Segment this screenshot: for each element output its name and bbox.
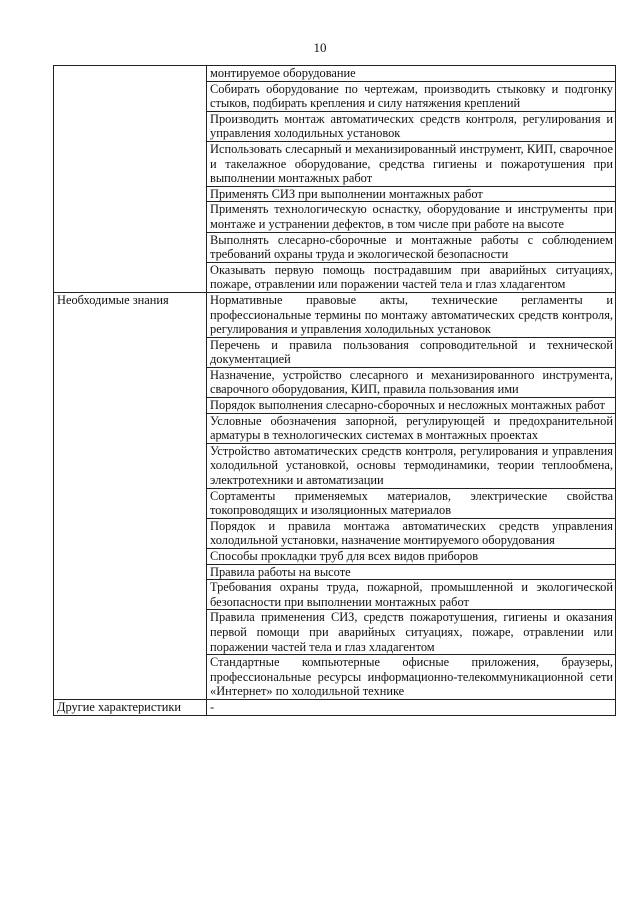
knowledge-cell: Порядок и правила монтажа автоматических средств управления холодильной установки, назначение монтируемого оборудования <box>207 518 616 548</box>
knowledge-cell: Назначение, устройство слесарного и механизированного инструмента, сварочного оборудования, КИП, правила пользования ими <box>207 367 616 397</box>
knowledge-cell: Перечень и правила пользования сопроводительной и технической документацией <box>207 337 616 367</box>
knowledge-cell: Требования охраны труда, пожарной, промышленной и экологической безопасности при выполнении монтажных работ <box>207 580 616 610</box>
skill-cell: Использовать слесарный и механизированный инструмент, КИП, сварочное и такелажное оборудование, средства гигиены и пожаротушения при выполнении монтажных работ <box>207 141 616 186</box>
skill-cell: Оказывать первую помощь пострадавшим при аварийных ситуациях, пожаре, отравлении или поражении частей тела и глаз хладагентом <box>207 262 616 292</box>
knowledge-cell: Способы прокладки труб для всех видов приборов <box>207 549 616 565</box>
other-value: - <box>210 699 215 714</box>
page-number: 10 <box>313 40 327 55</box>
knowledge-cell: Стандартные компьютерные офисные приложения, браузеры, профессиональные ресурсы информационно-телекоммуникационной сети «Интернет» по холодильной технике <box>207 655 616 700</box>
skill-cell: Выполнять слесарно-сборочные и монтажные работы с соблюдением требований охраны труда и экологической безопасности <box>207 232 616 262</box>
knowledge-cell: Сортаменты применяемых материалов, электрические свойства токопроводящих и изоляционных материалов <box>207 488 616 518</box>
knowledge-label-cell <box>54 292 207 699</box>
skill-cell: Применять технологическую оснастку, оборудование и инструменты при монтаже и устранении дефектов, в том числе при работе на высоте <box>207 202 616 232</box>
knowledge-cell: Устройство автоматических средств контроля, регулирования и управления холодильной установкой, основы термодинамики, теории теплообмена, электротехники и автоматизации <box>207 443 616 488</box>
knowledge-cell: Нормативные правовые акты, технические регламенты и профессиональные термины по монтажу автоматических средств контроля, регулирования и управления холодильных установок <box>207 292 616 337</box>
table-row <box>54 699 616 715</box>
requirements-table <box>53 65 616 716</box>
knowledge-cell: Правила работы на высоте <box>207 564 616 580</box>
table-row <box>54 292 616 337</box>
other-value-cell <box>207 699 616 715</box>
knowledge-cell: Правила применения СИЗ, средств пожаротушения, гигиены и оказания первой помощи при аварийных ситуациях, пожаре, отравлении или поражении частей тела и глаз хладагентом <box>207 610 616 655</box>
knowledge-label: Необходимые знания <box>57 292 169 307</box>
table-row <box>54 66 616 82</box>
skill-cell: монтируемое оборудование <box>207 66 616 82</box>
skills-label-cell <box>54 66 207 293</box>
knowledge-cell: Условные обозначения запорной, регулирующей и предохранительной арматуры в технологических системах в монтажных проектах <box>207 413 616 443</box>
skill-cell: Применять СИЗ при выполнении монтажных работ <box>207 186 616 202</box>
other-label: Другие характеристики <box>57 699 182 714</box>
other-label-cell <box>54 699 207 715</box>
skill-cell: Собирать оборудование по чертежам, производить стыковку и подгонку стыков, подбирать крепления и силу натяжения креплений <box>207 81 616 111</box>
skill-cell: Производить монтаж автоматических средств контроля, регулирования и управления холодильных установок <box>207 111 616 141</box>
knowledge-cell: Порядок выполнения слесарно-сборочных и несложных монтажных работ <box>207 398 616 414</box>
